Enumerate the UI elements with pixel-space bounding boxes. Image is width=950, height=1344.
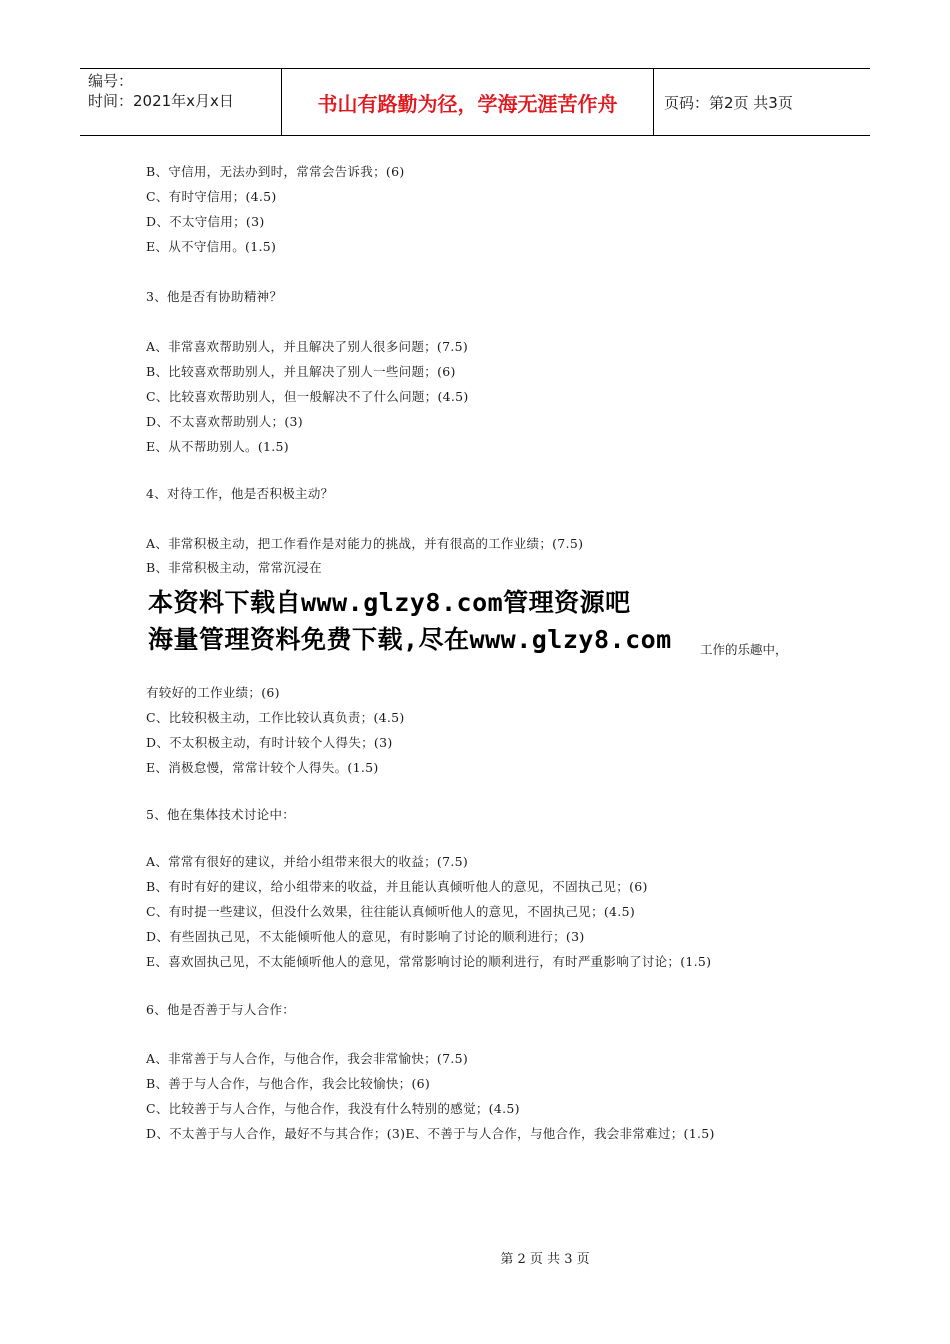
doc-time-label: 时间：2021年x月x日 (88, 92, 234, 110)
text-line: C、比较善于与人合作，与他合作，我没有什么特别的感觉；(4.5) (146, 1101, 520, 1116)
question-heading: 3、他是否有协助精神？ (146, 289, 283, 304)
text-line: D、不太守信用；(3) (146, 214, 265, 229)
text-line: E、消极怠慢，常常计较个人得失。(1.5) (146, 760, 379, 775)
header-meta (80, 69, 282, 135)
question-heading: 6、他是否善于与人合作： (146, 1002, 296, 1017)
text-line: B、非常积极主动，常常沉浸在 (146, 560, 322, 575)
text-line: B、比较喜欢帮助别人，并且解决了别人一些问题；(6) (146, 364, 456, 379)
text-line: E、喜欢固执己见，不太能倾听他人的意见，常常影响讨论的顺利进行，有时严重影响了讨论；(1.5) (146, 954, 712, 969)
text-line: 有较好的工作业绩；(6) (146, 685, 280, 700)
text-line-continuation: 工作的乐趣中， (700, 642, 788, 657)
text-line: C、有时提一些建议，但没什么效果，往往能认真倾听他人的意见，不固执己见；(4.5) (146, 904, 635, 919)
text-line: D、不太善于与人合作，最好不与其合作；(3)E、不善于与人合作，与他合作，我会非常难过；(1.5) (146, 1126, 715, 1141)
text-line: C、有时守信用；(4.5) (146, 189, 277, 204)
text-line: B、善于与人合作，与他合作，我会比较愉快；(6) (146, 1076, 431, 1091)
text-line: B、有时有好的建议，给小组带来的收益，并且能认真倾听他人的意见，不固执己见；(6) (146, 879, 648, 894)
text-line: D、有些固执己见，不太能倾听他人的意见，有时影响了讨论的顺利进行；(3) (146, 929, 585, 944)
page-footer: 第 2 页 共 3 页 (500, 1252, 590, 1267)
doc-code-label: 编号： (88, 72, 134, 90)
question-heading: 4、对待工作，他是否积极主动？ (146, 486, 334, 501)
text-line: C、比较积极主动，工作比较认真负责；(4.5) (146, 710, 405, 725)
text-line: A、常常有很好的建议，并给小组带来很大的收益；(7.5) (146, 854, 469, 869)
text-line: D、不太积极主动，有时计较个人得失；(3) (146, 735, 393, 750)
text-line: D、不太喜欢帮助别人；(3) (146, 414, 303, 429)
header-page-number: 页码：第2页 共3页 (664, 93, 793, 112)
header-motto: 书山有路勤为径，学海无涯苦作舟 (282, 69, 654, 135)
text-line: B、守信用，无法办到时，常常会告诉我；(6) (146, 164, 405, 179)
page-header (80, 68, 870, 136)
text-line: A、非常善于与人合作，与他合作，我会非常愉快；(7.5) (146, 1051, 469, 1066)
text-line: A、非常喜欢帮助别人，并且解决了别人很多问题；(7.5) (146, 339, 469, 354)
ad-banner-line-2: 海量管理资料免费下载,尽在www.glzy8.com (148, 625, 672, 654)
text-line: E、从不守信用。(1.5) (146, 239, 277, 254)
ad-banner-line-1: 本资料下载自www.glzy8.com管理资源吧 (148, 588, 631, 617)
question-heading: 5、他在集体技术讨论中： (146, 807, 296, 822)
text-line: A、非常积极主动，把工作看作是对能力的挑战，并有很高的工作业绩；(7.5) (146, 536, 584, 551)
text-line: E、从不帮助别人。(1.5) (146, 439, 289, 454)
text-line: C、比较喜欢帮助别人，但一般解决不了什么问题；(4.5) (146, 389, 469, 404)
